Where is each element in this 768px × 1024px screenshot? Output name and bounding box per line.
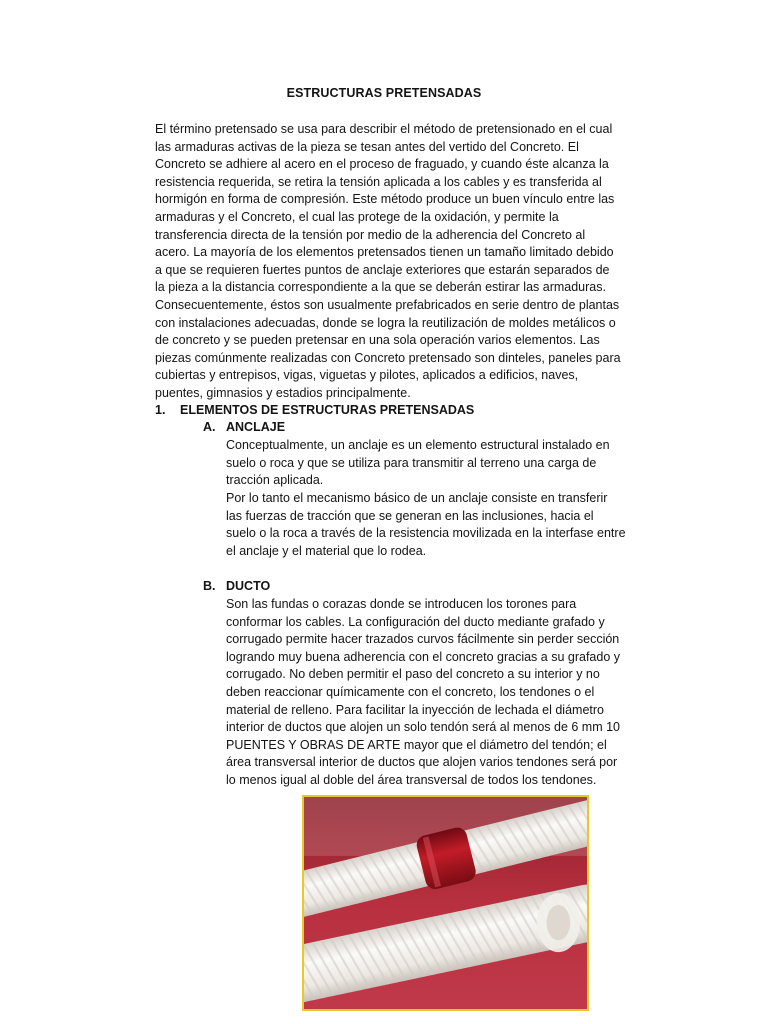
subsection-letter: A. (203, 420, 216, 434)
duct-photo-illustration (304, 797, 587, 1009)
subsection-heading-anclaje (203, 420, 285, 434)
subsection-title: DUCTO (226, 579, 271, 593)
section-title: ELEMENTOS DE ESTRUCTURAS PRETENSADAS (180, 403, 475, 417)
section-number: 1. (155, 403, 166, 417)
duct-photo (302, 795, 589, 1011)
subsection-letter: B. (203, 579, 216, 593)
document-title: ESTRUCTURAS PRETENSADAS (286, 86, 482, 100)
subsection-heading-ducto (203, 579, 270, 593)
subsection-title: ANCLAJE (226, 420, 286, 434)
section-heading (155, 403, 621, 417)
ducto-paragraph: Son las fundas o corazas donde se introducen los torones para conformar los cables. La configuración del ducto mediante grafado y corrugado permite hacer trazados curvos fácilmente sin perder sección logrando muy buena adherencia con el concreto gracias a su grafado y corrugado. No deben permitir el paso del concreto a su interior y no deben reaccionar químicamente con el concreto, los tendones o el material de relleno. Para facilitar la inyección de lechada el diámetro interior de ductos que alojen un solo tendón será al menos de 6 mm 10 PUENTES Y OBRAS DE ARTE mayor que el diámetro del tendón; el área transversal interior de ductos que alojen varios tendones será por lo menos igual al doble del área transversal de todos los tendones. (226, 597, 621, 787)
anclaje-paragraph-2: Por lo tanto el mecanismo básico de un anclaje consiste en transferir las fuerzas de tracción que se generan en las inclusiones, hacia el suelo o la roca a través de la resistencia movilizada en la interfase entre el anclaje y el material que lo rodea. (226, 491, 626, 558)
intro-paragraph: El término pretensado se usa para describir el método de pretensionado en el cual las armaduras activas de la pieza se tesan antes del vertido del Concreto. El Concreto se adhiere al acero en el proceso de fraguado, y cuando éste alcanza la resistencia requerida, se retira la tensión aplicada a los cables y es transferida al hormigón en forma de compresión. Este método produce un buen vínculo entre las armaduras y el Concreto, el cual las protege de la oxidación, y permite la transferencia directa de la tensión por medio de la adherencia del Concreto al acero. La mayoría de los elementos pretensados tienen un tamaño limitado debido a que se requieren fuertes puntos de anclaje exteriores que estarán separados de la pieza a la distancia correspondiente a la que se deberán estirar las armaduras. Consecuentemente, éstos son usualmente prefabricados en serie dentro de plantas con instalaciones adecuadas, donde se logra la reutilización de moldes metálicos o de concreto y se pueden pretensar en una sola operación varios elementos. Las piezas comúnmente realizadas con Concreto pretensado son dinteles, paneles para cubiertas y entrepisos, vigas, viguetas y pilotes, aplicados a edificios, naves, puentes, gimnasios y estadios principalmente. (155, 122, 621, 400)
anclaje-paragraph-1: Conceptualmente, un anclaje es un elemento estructural instalado en suelo o roca y que se utiliza para transmitir al terreno una carga de tracción aplicada. (226, 438, 610, 488)
